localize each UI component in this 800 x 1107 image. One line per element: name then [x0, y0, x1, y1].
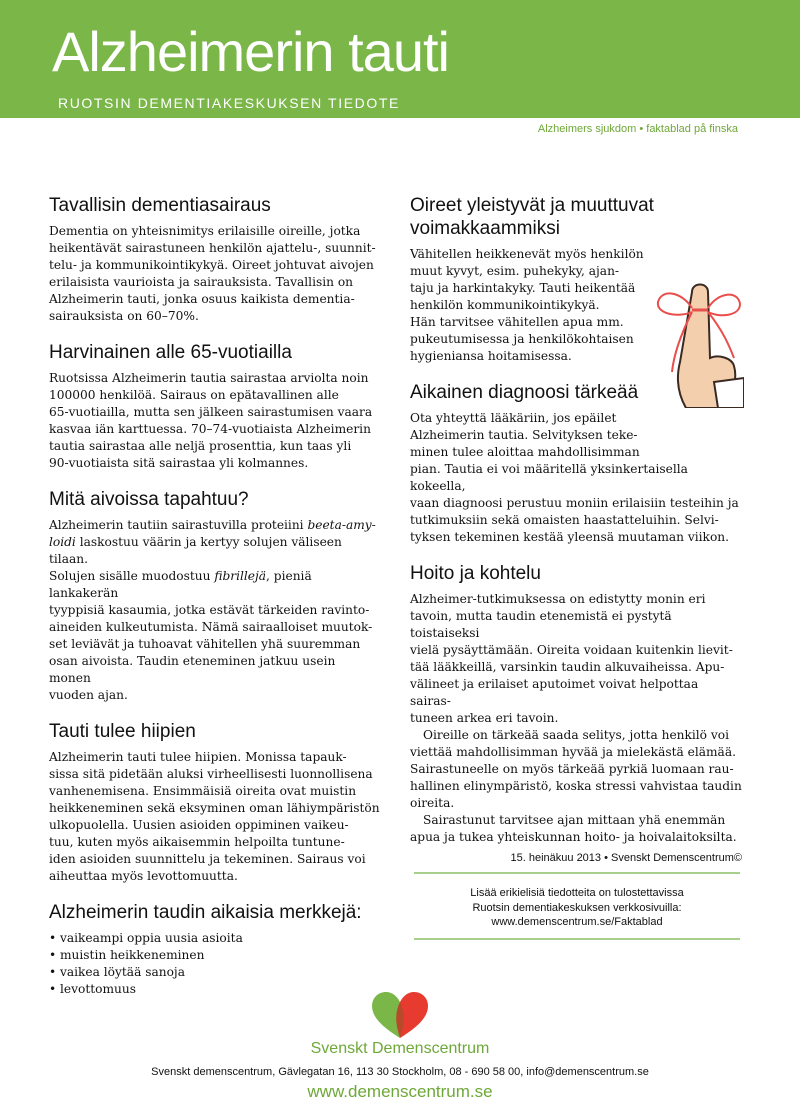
section-body: Alzheimerin tauti tulee hiipien. Monissa tapauk- sissa sitä pidetään aluksi virheellisesti luonnollisena vanhenemisena. Ensimmäisiä oireita ovat muistin heikkeneminen sekä eksyminen oman lähiympäristön ulkopuolella. Uusien asioiden oppiminen vaikeu- tuu, kuten myös aikaisemmin helpoilta tuntune- iden asioiden suunnittelu ja tekeminen. Sairaus voi aiheuttaa myös levottomuutta.: [49, 750, 380, 883]
header-banner: [0, 0, 800, 118]
section-body: Sairastunut tarvitsee ajan mittaan yhä enemmän apua ja tukea yhteiskunnan hoito- ja hoivalaitoksilta.: [410, 813, 737, 844]
section-common-dementia: [49, 194, 381, 325]
info-line: Ruotsin dementiakeskuksen verkkosivuilla:: [472, 901, 682, 914]
page-subtitle: RUOTSIN DEMENTIAKESKUKSEN TIEDOTE: [58, 95, 400, 111]
section-creeping: [49, 720, 381, 885]
tagline: Alzheimers sjukdom • faktablad på finska: [537, 123, 738, 135]
info-link[interactable]: www.demenscentrum.se/Faktablad: [491, 916, 663, 928]
section-heading: Harvinainen alle 65-vuotiailla: [49, 342, 292, 363]
two-hearts-logo-icon: [370, 990, 430, 1040]
section-body: Dementia on yhteisnimitys erilaisille oireille, jotka heikentävät sairastuneen henkilön ajattelu-, suunnit- telu- ja kommunikointikykyä. Oireet johtuvat aivojen erilaisista vaurioista ja sairauksista. Tavallisin on Alzheimerin tauti, jonka osuus kaikista dementia- sairauksista on 60–70%.: [49, 224, 376, 323]
page-title: Alzheimerin tauti: [52, 20, 449, 83]
list-item: • muistin heikkeneminen: [49, 947, 381, 964]
info-line: Lisää erikielisiä tiedotteita on tulostettavissa: [470, 887, 684, 899]
section-body: Ota yhteyttä lääkäriin, jos epäilet Alzheimerin tautia. Selvityksen teke- minen tulee aloittaa mahdollisimman pian. Tautia ei voi määritellä yksinkertaisella kokeella, vaan diagnoosi perustuu moniin erilaisiin testeihin ja tutkimuksiin sekä omaisten haastatteluihin. Selvi- tyksen tekeminen kestää yleensä muutaman viikon.: [410, 411, 739, 544]
left-column: [49, 194, 381, 1014]
section-heading: Mitä aivoissa tapahtuu?: [49, 489, 249, 510]
section-body: Oireille on tärkeää saada selitys, jotta henkilö voi viettää mahdollisimman hyvää ja mielekästä elämää. Sairastuneelle on myös tärkeää pyrkiä luomaan rau- hallinen elinympäristö, koska stressi vahvistaa taudin oireita.: [410, 728, 742, 810]
list-item: • vaikeampi oppia uusia asioita: [49, 930, 381, 947]
section-early-signs: [49, 901, 381, 998]
more-info-box: [414, 872, 740, 940]
section-heading: Hoito ja kohtelu: [410, 563, 541, 584]
section-brain: [49, 488, 381, 704]
publication-date: 15. heinäkuu 2013 • Svenskt Demenscentrum©: [510, 852, 742, 864]
section-heading: Tavallisin dementiasairaus: [49, 195, 271, 216]
finger-ribbon-icon: [652, 262, 744, 408]
section-rare-under-65: [49, 341, 381, 472]
section-body: Vähitellen heikkenevät myös henkilön muut kyvyt, esim. puhekyky, ajan- taju ja harkintakyky. Tauti heikentää henkilön kommunikointikykyä. Hän tarvitsee vähitellen apua mm. pukeutumisessa ja henkilökohtaisen hygieniansa hoitamisessa.: [410, 247, 644, 363]
organization-name: Svenskt Demenscentrum: [310, 1040, 490, 1057]
section-heading: Alzheimerin taudin aikaisia merkkejä:: [49, 902, 362, 923]
website-link[interactable]: www.demenscentrum.se: [307, 1082, 493, 1101]
list-item: • levottomuus: [49, 981, 381, 998]
section-body: Alzheimer-tutkimuksessa on edistytty monin eri tavoin, mutta taudin etenemistä ei pystytä toistaiseksi vielä pysäyttämään. Oireita voidaan kuitenkin lievit- tää lääkkeillä, varsinkin taudin alkuvaiheissa. Apu- välineet ja erilaiset aputoimet voivat helpottaa sairas- tuneen arkea eri tavoin.: [410, 592, 733, 725]
section-body: Alzheimerin tautiin sairastuvilla proteiini beeta-amy- loidi laskostuu väärin ja kertyy solujen väliseen tilaan. Solujen sisälle muodostuu fibrillejä, pieniä lankakerän tyyppisiä kasaumia, jotka estävät tärkeiden ravinto- aineiden kulkeutumista. Nämä sairaalloiset muutok- set leviävät ja tuhoavat vähitellen yhä suuremman osan aivoista. Taudin eteneminen jatkuu usein monen vuoden ajan.: [49, 518, 376, 702]
section-care: [410, 562, 742, 864]
signs-list: [49, 930, 381, 998]
section-heading: Aikainen diagnoosi tärkeää: [410, 382, 639, 403]
contact-address: Svenskt demenscentrum, Gävlegatan 16, 113 30 Stockholm, 08 - 690 58 00, info@demenscentrum.se: [151, 1066, 649, 1078]
list-item: • vaikea löytää sanoja: [49, 964, 381, 981]
section-heading: Tauti tulee hiipien: [49, 721, 196, 742]
section-heading: Oireet yleistyvät ja muuttuvat voimakkaammiksi: [410, 195, 654, 239]
section-body: Ruotsissa Alzheimerin tautia sairastaa arviolta noin 100000 henkilöä. Sairaus on epätavallinen alle 65-vuotiailla, mutta sen jälkeen sairastumisen vaara kasvaa iän karttuessa. 70–74-vuotiaista Alzheimerin tautia sairastaa alle neljä prosenttia, kun taas yli 90-vuotiaista sitä sairastaa yli kolmannes.: [49, 371, 373, 470]
